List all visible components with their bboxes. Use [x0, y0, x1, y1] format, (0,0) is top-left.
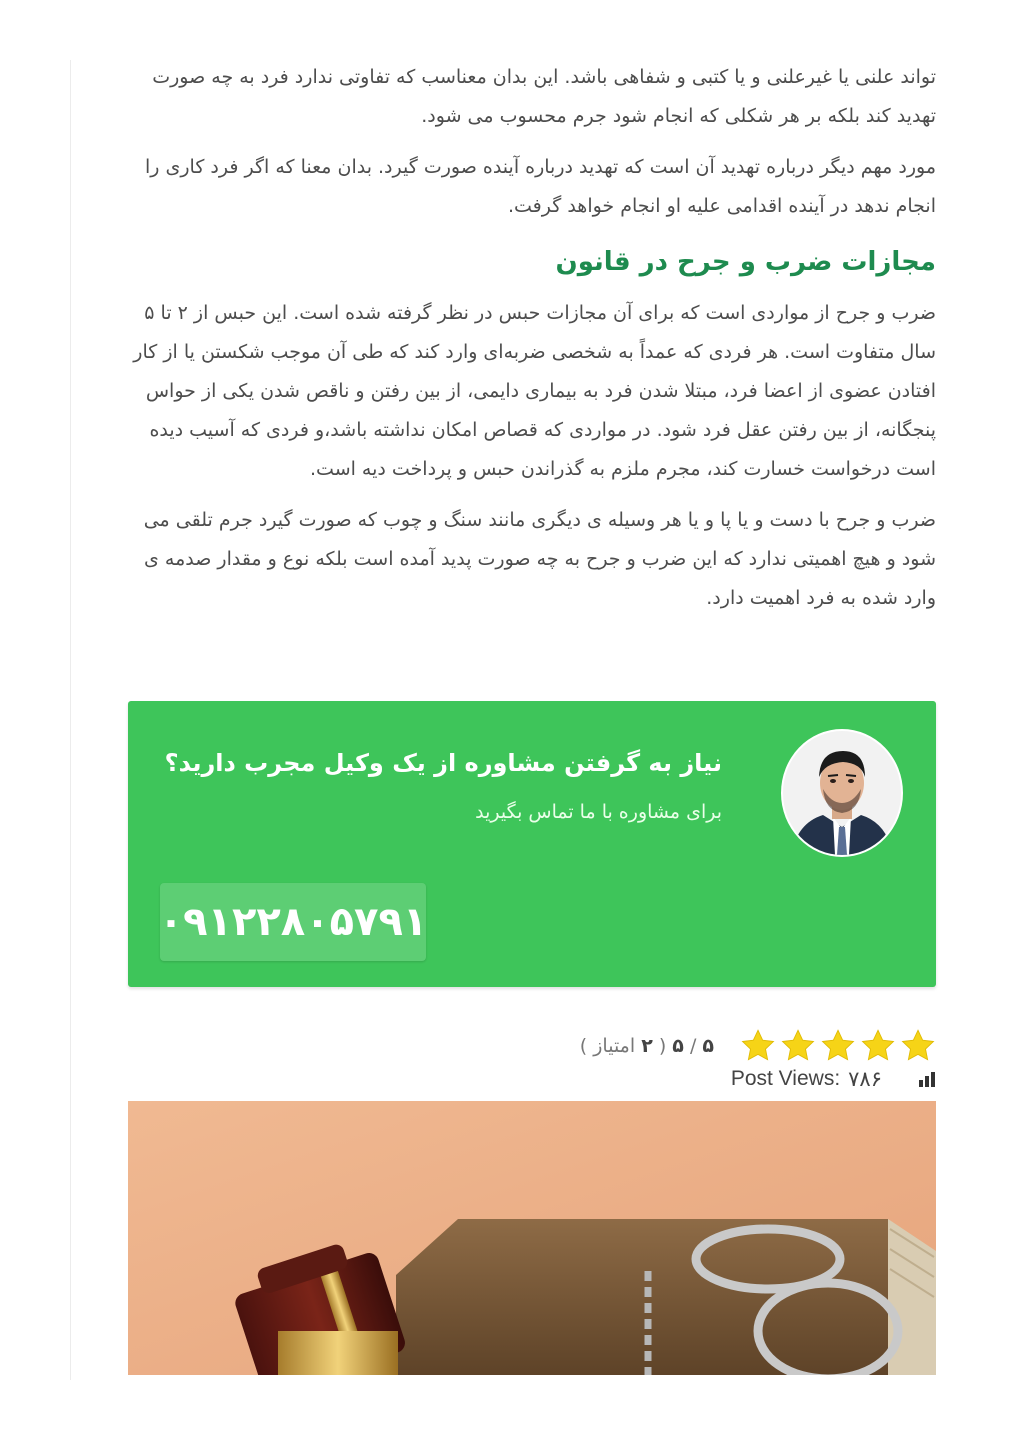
star-icon[interactable]: [780, 1028, 816, 1064]
views-label: Post Views:: [730, 1067, 841, 1090]
star-icon[interactable]: [900, 1028, 936, 1064]
rating-count: ۲: [641, 1035, 653, 1057]
rating-max: ۵: [672, 1035, 684, 1057]
lawyer-avatar: [781, 729, 903, 857]
post-rating: [580, 1026, 936, 1066]
sidebar-divider: [70, 60, 71, 1380]
article-body: [128, 58, 936, 630]
post-views: [731, 1064, 936, 1094]
star-icon[interactable]: [740, 1028, 776, 1064]
consultation-title: نیاز به گرفتن مشاوره از یک وکیل مجرب دارید؟: [164, 749, 722, 777]
article-paragraph: ضرب و جرح از مواردی است که برای آن مجازات حبس در نظر گرفته شده است. این حبس از ۲ تا ۵ سال متفاوت است. هر فردی که عمداً به شخصی ضربه‌ای وارد کند که طی آن موجب شکستن یا از کار افتادن عضوی از اعضا فرد، مبتلا شدن فرد به بیماری دایمی، از بین رفتن و ناقص شدن یکی از حواس پنجگانه، از بین رفتن عقل فرد شود. در مواردی که قصاص امکان نداشته باشد،و فردی که آسیب دیده است درخواست خسارت کند، مجرم ملزم به گذراندن حبس و پرداخت دیه است.: [133, 302, 936, 480]
star-icon[interactable]: [860, 1028, 896, 1064]
article-paragraph: مورد مهم دیگر درباره تهدید آن است که تهدید درباره آینده صورت گیرد. بدان معنا که اگر فرد کاری را انجام ندهد در آینده اقدامی علیه او انجام خواهد گرفت.: [144, 156, 936, 217]
rating-stars[interactable]: [736, 1028, 936, 1064]
bar-chart-icon: [918, 1071, 936, 1087]
rating-score: ۵: [702, 1035, 714, 1057]
lawyer-photo-icon: [783, 731, 901, 855]
section-heading: مجازات ضرب و جرح در قانون: [555, 247, 936, 277]
views-count: ۷۸۶: [848, 1067, 882, 1091]
gavel-handcuffs-image: [128, 1101, 936, 1375]
star-icon[interactable]: [820, 1028, 856, 1064]
rating-count-label: امتیاز: [593, 1035, 636, 1057]
rating-summary: ۵ / ۵ ( ۲ امتیاز ): [579, 1035, 714, 1057]
consultation-subtitle: برای مشاوره با ما تماس بگیرید: [475, 801, 722, 823]
consultation-banner: [128, 701, 936, 987]
article-paragraph: ضرب و جرح با دست و یا پا و یا هر وسیله ی دیگری مانند سنگ و چوب که صورت گیرد جرم تلقی می شود و هیچ اهمیتی ندارد که این ضرب و جرح به چه صورت پدید آمده است بلکه نوع و مقدار صدمه ی وارد شده به فرد اهمیت دارد.: [143, 509, 936, 609]
article-featured-image: [128, 1101, 936, 1375]
article-paragraph: تواند علنی یا غیرعلنی و یا کتبی و شفاهی باشد. این بدان معناسب که تفاوتی ندارد فرد به چه صورت تهدید کند بلکه بر هر شکلی که انجام شود جرم محسوب می شود.: [152, 66, 936, 127]
phone-number-button[interactable]: ۰۹۱۲۲۸۰۵۷۹۱: [160, 883, 426, 961]
